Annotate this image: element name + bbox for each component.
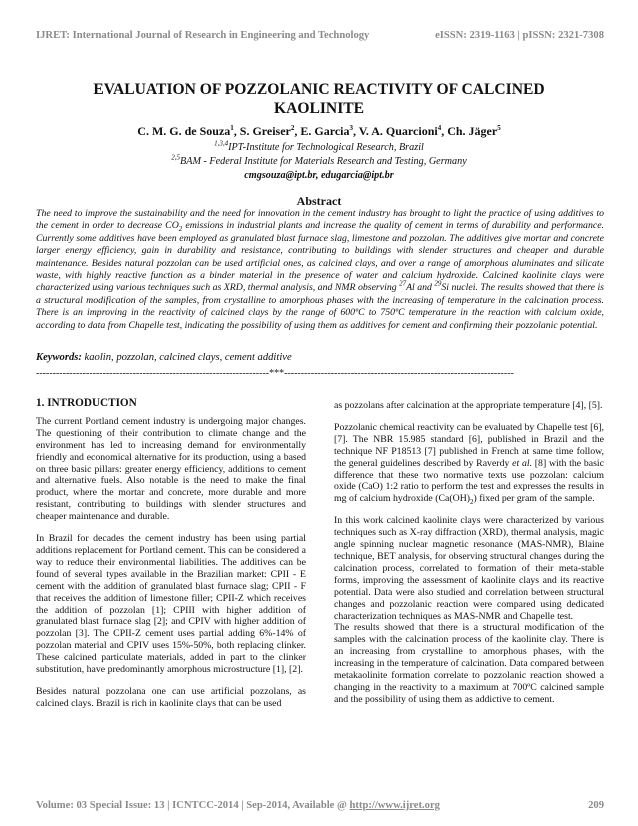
author-mark: 5 xyxy=(497,124,501,132)
author-mark: 2 xyxy=(290,124,295,132)
abstract-heading: Abstract xyxy=(296,194,342,208)
paragraph-text: [8] with the basic difference that these two normative texts use pozzolan: calcium oxide (CaO) 1:2 ratio to perform the test and expresses the results in mg of calcium hydroxide (Ca(OH) xyxy=(334,457,604,505)
author-mark: 3 xyxy=(349,124,353,132)
keywords-label: Keywords: xyxy=(36,352,82,363)
contact-emails xyxy=(40,170,598,181)
journal-link[interactable]: http://www.ijret.org xyxy=(349,800,440,811)
subscript: 2 xyxy=(178,225,183,234)
affiliation-ipt xyxy=(40,139,598,154)
abstract-body xyxy=(36,208,604,332)
paragraph: as pozzolans after calcination at the appropriate temperature [4], [5]. xyxy=(334,400,603,411)
author-mark: 4 xyxy=(437,124,442,132)
subscript: 2 xyxy=(470,498,474,507)
keywords xyxy=(36,352,602,363)
paragraph: In Brazil for decades the cement industry has been using partial additions replacement for Portland cement. This can be considered a way to reduce their environmental liabilities. The additives can be found of several types available in the Brazilian market: CPII - E cement with the addition of granulated blast furnace slag; CPII - F that receives the addition of limestone filler; CPII-Z which receives the addition of pozzolan [1]; CPIII with higher addition of granulated blast furnace slag [2]; and CPIV with higher addition of pozzolan [3]. The CPII-Z cement uses partial adding 6%-14% of pozzolan material and CPIV uses 15%-50%, both replacing clinker. These calcined particulate materials, added in part to the clinker substitution, have predominantly amorphous microstructure [1], [2]. xyxy=(36,533,306,676)
author-list: C. M. G. de Souza$^1$, S. Greiser$^2$, E. Garcia$^3$, V. A. Quarcioni$^4$, Ch. Jäger$^5$ xyxy=(137,124,501,138)
abstract-text: Si nuclei. The results showed that there is a structural modification of the samples, from crystalline to amorphous phases with the increasing of temperature in the calcination process. There is an improving in the reactivity of calcined clays by the range of 600ºC to 750ºC temperature in the reaction with calcium oxide, according to data from Chapelle test, indicating the possibility of using them as additives for cement and confirming their pozzolanic potential. xyxy=(36,282,604,331)
section-heading: 1. INTRODUCTION xyxy=(36,397,137,409)
paragraph-text: ) fixed per gram of the sample. xyxy=(473,493,595,505)
affiliation-mark: 1,3,4 xyxy=(214,139,229,148)
et-al: et al. xyxy=(512,457,533,469)
author-name: V. A. Quarcioni xyxy=(358,124,438,138)
paragraph: The results showed that there is a structural modification of the samples with the calcination process of the kaolinite clay. There is an increasing from crystalline to amorphous phases, with the increasing in the temperature of calcination. Data compared between metakaolinite formation correlate to pozzolanic reaction showed a changing in the reactivity to a maximum at 700ºC calcined sample and the possibility of using them as addictive to cement. xyxy=(334,622,604,705)
paper-title: EVALUATION OF POZZOLANIC REACTIVITY OF CALCINED KAOLINITE xyxy=(93,81,545,117)
abstract-text: The need to improve the sustainability and the need for innovation in the cement industry has brought to light the practice of using additives to the cement in order to decrease CO xyxy=(36,208,604,232)
email-separator: , xyxy=(315,170,321,181)
issn: eISSN: 2319-1163 | pISSN: 2321-7308 xyxy=(435,30,604,41)
email-link[interactable]: edugarcia@ipt.br xyxy=(320,170,394,181)
email-link[interactable]: cmgsouza@ipt.br xyxy=(244,170,316,181)
affiliation-mark: 2,5 xyxy=(171,153,181,162)
superscript: 27 xyxy=(399,280,407,289)
running-header xyxy=(36,30,604,41)
keywords-text: kaolin, pozzolan, calcined clays, cement additive xyxy=(81,352,292,363)
paragraph: In this work calcined kaolinite clays were characterized by various techniques such as X-ray diffraction (XRD), thermal analysis, magic angle spinning nuclear magnetic resonance (MAS-NMR), Blaine technique, BET analysis, for observing structural changes during the calcination process, correlated to formation of their meta-stable forms, improving the assessment of kaolinite clays and its reactive potential. Data were also studied and correlation between structural changes and pozzolanic reaction were compared using dedicated characterization techniques as MAS-NMR and Chapelle test. xyxy=(334,515,604,622)
footer-info xyxy=(36,800,440,811)
superscript: 29 xyxy=(434,280,442,289)
paragraph: Besides natural pozzolana one can use artificial pozzolans, as calcined clays. Brazil is rich in kaolinite clays that can be used xyxy=(36,685,306,709)
author-name: Ch. Jäger xyxy=(447,124,498,138)
author-name: E. Garcia xyxy=(300,124,350,138)
footer-text: Volume: 03 Special Issue: 13 | ICNTCC-2014 | Sep-2014, Available @ xyxy=(36,800,350,811)
abstract-text: Al and xyxy=(406,282,435,294)
author-name: S. Greiser xyxy=(239,124,291,138)
affiliation-text: BAM - Federal Institute for Materials Research and Testing, Germany xyxy=(180,156,467,167)
section-separator: ----------------------------------------------------------------------***--------------------------------------------------------------------- xyxy=(36,368,514,379)
abstract-text: emissions in industrial plants and increase the quality of cement in terms of durability and performance. Currently some additives have been employed as granulated blast furnace slag, limestone and pozzolan. The additives give mortar and concrete larger energy efficiency, gain in durability and resistance, contributing to buildings with slender structures and cheaper and durable maintenance. Besides natural pozzolan can be used artificial ones, as calcined clays, and over a range of amorphous aluminates and silicate waste, with highly reactive function as a binder material in the presence of water and calcium hydroxide. Calcined kaolinite clays were characterized using various techniques such as XRD, thermal analysis, and NMR observing xyxy=(36,220,604,294)
right-column xyxy=(334,400,604,706)
paragraph xyxy=(334,422,604,505)
left-column xyxy=(36,398,306,710)
running-footer xyxy=(36,800,604,811)
author-mark: 1 xyxy=(230,124,234,132)
paragraph: The current Portland cement industry is undergoing major changes. The questioning of their contribution to climate change and the environment has led to increasing demand for environmentally friendly and economical alternative for its production, using a based on three basic pillars: greater energy efficiency, additions to cement and alternative fuels. Also notable is the need to make the final product, where the mortar and concrete, more durable and more resistant, contributing to buildings with slender structures and cheaper maintenance and durable. xyxy=(36,415,306,523)
paragraph-text: Pozzolanic chemical reactivity can be evaluated by Chapelle test [6], [7]. The NBR 15.985 standard [6], published in Brazil and the technique NF P18513 [7] published in French at same time follow, the general guidelines described by Raverdy xyxy=(334,421,604,469)
journal-name: IJRET: International Journal of Research in Engineering and Technology xyxy=(36,30,370,41)
page-number: 209 xyxy=(588,800,604,811)
affiliation-text: IPT-Institute for Technological Research, Brazil xyxy=(228,142,424,153)
author-name: C. M. G. de Souza xyxy=(137,124,231,138)
affiliation-bam xyxy=(40,153,598,168)
